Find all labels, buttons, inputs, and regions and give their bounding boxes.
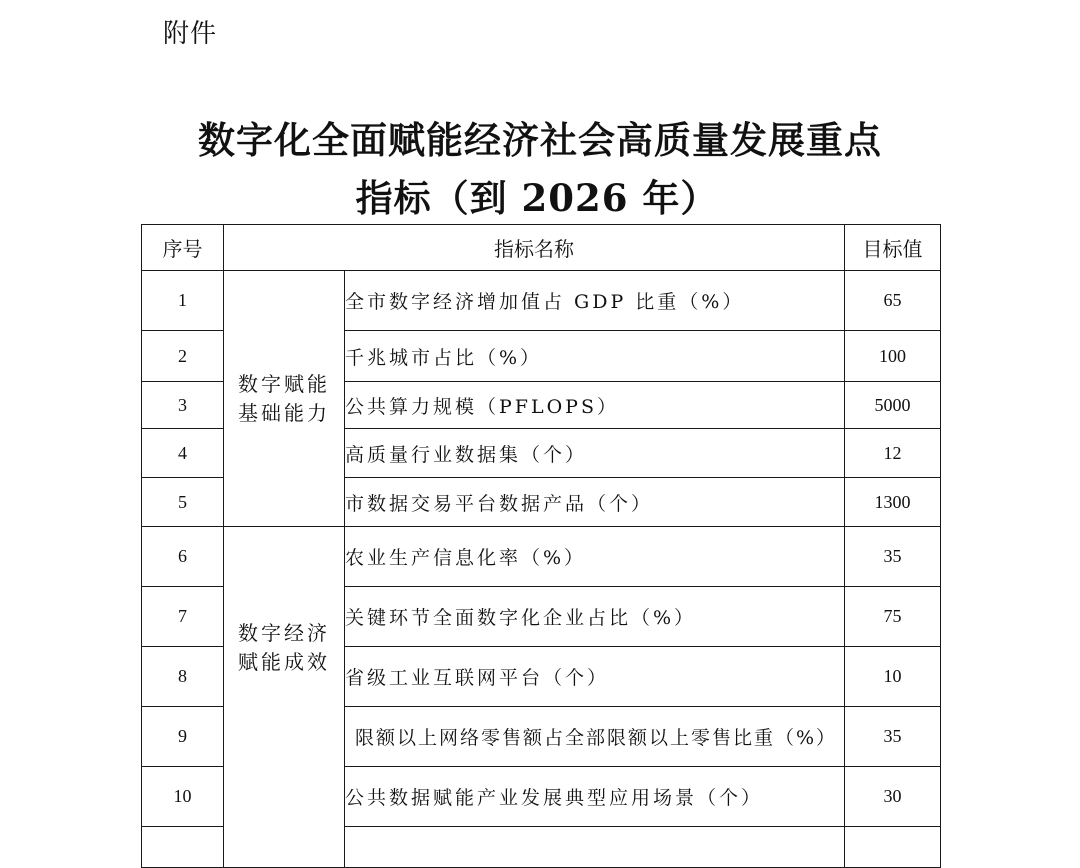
row-number: 6 [142, 527, 224, 587]
indicator-name: 高质量行业数据集（个） [345, 429, 845, 478]
table-row [142, 527, 941, 587]
continued-cell [845, 827, 941, 868]
attachment-label: 附件 [163, 19, 218, 49]
category-label: 基础能力 [238, 400, 330, 425]
indicator-name: 全市数字经济增加值占 GDP 比重（%） [345, 271, 845, 331]
category-label: 数字赋能 [238, 371, 330, 396]
row-number: 2 [142, 331, 224, 382]
header-indicator-name: 指标名称 [224, 225, 845, 271]
row-number: 10 [142, 767, 224, 827]
target-value: 1300 [845, 478, 941, 527]
header-target-value: 目标值 [845, 225, 941, 271]
indicator-name: 公共数据赋能产业发展典型应用场景（个） [345, 767, 845, 827]
document-title-line-1: 数字化全面赋能经济社会高质量发展重点 [198, 118, 882, 162]
table-row [142, 271, 941, 331]
target-value: 100 [845, 331, 941, 382]
row-number: 1 [142, 271, 224, 331]
row-number: 4 [142, 429, 224, 478]
indicator-table [141, 224, 941, 868]
target-value: 35 [845, 707, 941, 767]
continued-cell [142, 827, 224, 868]
indicator-name: 千兆城市占比（%） [345, 331, 845, 382]
target-value: 10 [845, 647, 941, 707]
indicator-name: 限额以上网络零售额占全部限额以上零售比重（%） [345, 707, 845, 767]
category-label: 数字经济 [238, 621, 330, 645]
target-value: 5000 [845, 382, 941, 429]
category-label: 赋能成效 [238, 650, 330, 674]
document-title-line-2: 指标（到 2026 年） [355, 176, 719, 220]
table-header-row [142, 225, 941, 271]
row-number: 7 [142, 587, 224, 647]
target-value: 30 [845, 767, 941, 827]
target-value: 12 [845, 429, 941, 478]
continued-cell [345, 827, 845, 868]
indicator-name: 农业生产信息化率（%） [345, 527, 845, 587]
target-value: 65 [845, 271, 941, 331]
indicator-name: 市数据交易平台数据产品（个） [345, 478, 845, 527]
target-value: 35 [845, 527, 941, 587]
indicator-name: 关键环节全面数字化企业占比（%） [345, 587, 845, 647]
category-cell [224, 527, 345, 868]
row-number: 9 [142, 707, 224, 767]
category-cell [224, 271, 345, 527]
row-number: 3 [142, 382, 224, 429]
indicator-name: 公共算力规模（PFLOPS） [345, 382, 845, 429]
row-number: 5 [142, 478, 224, 527]
header-index: 序号 [142, 225, 224, 271]
target-value: 75 [845, 587, 941, 647]
indicator-name: 省级工业互联网平台（个） [345, 647, 845, 707]
row-number: 8 [142, 647, 224, 707]
